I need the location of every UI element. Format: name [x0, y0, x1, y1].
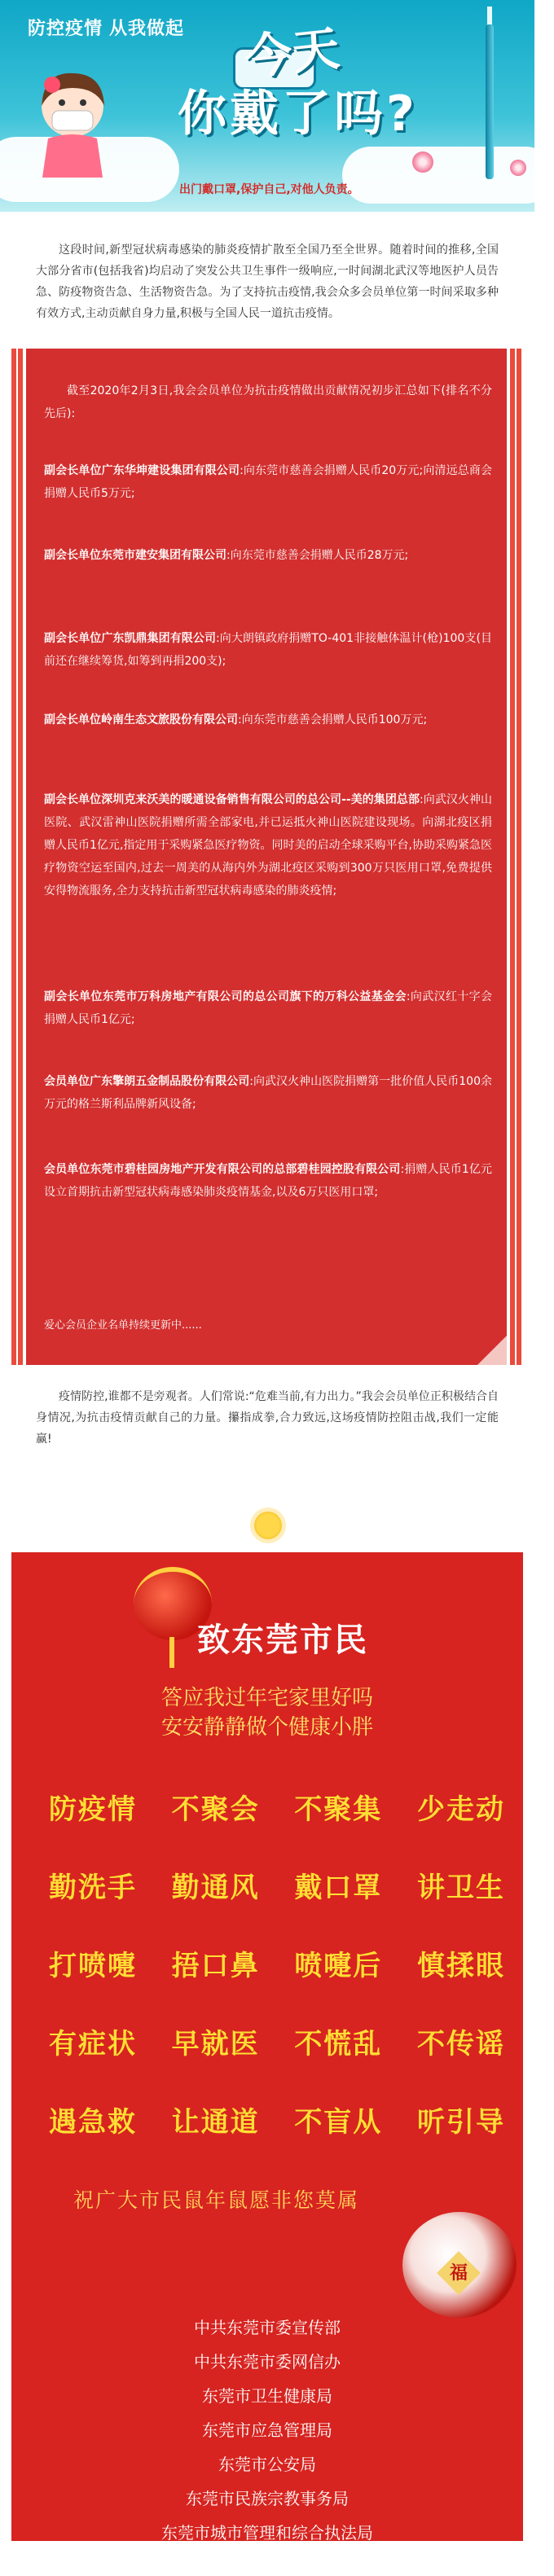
banner-subline: 出门戴口罩,保护自己,对他人负责。	[179, 183, 359, 196]
closing-paragraph: 疫情防控,谁都不是旁观者。人们常说:“危难当前,有力出力。”我会会员单位正积极结合自身情况,为抗击疫情贡献自己的力量。攥指成拳,合力致远,这场疫情防控阻击战,我们一定能赢!	[36, 1390, 499, 1446]
fu-character: 福	[450, 2263, 468, 2284]
issuer-org: 东莞市公安局	[218, 2455, 316, 2474]
issuer-org: 东莞市卫生健康局	[202, 2386, 332, 2406]
flower-icon	[510, 160, 526, 176]
panel-body	[26, 349, 507, 1365]
issuer-org: 东莞市城市管理和综合执法局	[161, 2523, 373, 2543]
donation-item	[44, 627, 492, 673]
donation-detail: :捐赠人民币1亿元设立首期抗击新型冠状病毒感染肺炎疫情基金,以及6万只医用口罩;	[44, 1163, 493, 1199]
slogan-row	[49, 2021, 505, 2061]
donation-detail: :向武汉红十字会捐赠人民币1亿元;	[44, 990, 493, 1026]
donation-item	[44, 544, 492, 567]
slogan: 少走动	[416, 1793, 505, 1826]
slogan-row	[49, 2100, 505, 2139]
banner-tag-2: 从我做起	[109, 19, 185, 39]
slogan-row	[49, 1865, 505, 1905]
slogan: 慎揉眼	[416, 1950, 505, 1982]
donation-detail: :向东莞市慈善会捐赠人民币20万元;向清远总商会捐赠人民币5万元;	[44, 464, 493, 500]
issued-jointly: 联合发布	[235, 2556, 300, 2575]
girl-with-mask-icon	[28, 64, 117, 186]
page-curl	[477, 1316, 507, 1336]
poster-subtitle-2: 安安静静做个健康小胖	[160, 1715, 373, 1740]
panel-lead: 截至2020年2月3日,我会会员单位为抗击疫情做出贡献情况初步汇总如下(排名不分先后):	[44, 384, 492, 420]
donation-detail: :向东莞市慈善会捐赠人民币28万元;	[226, 549, 409, 562]
banner-tag-1: 防控疫情	[28, 19, 103, 39]
slogan: 不盲从	[294, 2106, 383, 2139]
issuer-org: 中共东莞市委宣传部	[194, 2318, 341, 2337]
issuer-org: 东莞市应急管理局	[202, 2420, 332, 2440]
new-year-wish: 祝广大市民鼠年鼠愿非您莫属	[73, 2188, 360, 2212]
donor-name: 副会长单位深圳克来沃美的暖通设备销售有限公司的总公司--美的集团总部	[44, 793, 420, 806]
panel-edge	[510, 349, 515, 1365]
slogan-row	[49, 1787, 505, 1827]
donor-name: 副会长单位广东华坤建设集团有限公司	[44, 464, 240, 477]
slogan: 听引导	[416, 2106, 505, 2139]
poster-subtitle-1: 答应我过年宅家里好吗	[160, 1686, 373, 1710]
donation-item	[44, 709, 492, 731]
donation-item	[44, 1158, 492, 1204]
panel-edge	[18, 349, 23, 1365]
panel-footer: 爱心会员企业名单持续更新中......	[44, 1319, 202, 1332]
donor-name: 副会长单位东莞市万科房地产有限公司的总公司旗下的万科公益基金会	[44, 990, 407, 1003]
donor-name: 副会长单位广东凯鼎集团有限公司	[44, 632, 217, 645]
issuer-org: 东莞市民族宗教事务局	[186, 2489, 349, 2508]
donor-name: 副会长单位岭南生态文旅股份有限公司	[44, 713, 238, 726]
public-notice-poster	[11, 1552, 523, 2575]
cloud-decoration	[342, 147, 554, 204]
donation-detail: :向东莞市慈善会捐赠人民币100万元;	[238, 713, 428, 726]
panel-edge	[11, 349, 16, 1365]
header-banner	[0, 0, 534, 212]
slogan: 打喷嚏	[49, 1950, 137, 1982]
slogan: 勤洗手	[49, 1872, 137, 1904]
donation-detail: :向大朗镇政府捐赠TO-401非接触体温计(枪)100支(目前还在继续筹货,如筹到再捐200支);	[44, 632, 492, 668]
slogan: 让通道	[171, 2106, 260, 2139]
slogan: 捂口鼻	[171, 1950, 260, 1982]
flower-icon	[412, 151, 433, 173]
donation-item	[44, 1070, 492, 1116]
banner-slogan	[28, 15, 184, 40]
banner-headline-1: 今天	[242, 20, 342, 86]
slogan: 早就医	[171, 2028, 260, 2060]
slogan: 有症状	[49, 2028, 137, 2060]
banner-headline-2: 你戴了吗?	[178, 86, 418, 143]
slogan: 不慌乱	[294, 2028, 383, 2060]
poster-title: 致东莞市民	[197, 1622, 368, 1659]
slogan: 不聚集	[294, 1793, 383, 1826]
slogan: 勤通风	[171, 1872, 260, 1904]
donation-item	[44, 459, 492, 505]
issuer-org: 中共东莞市委网信办	[194, 2352, 341, 2372]
slogan: 遇急救	[49, 2106, 137, 2139]
panel-edge	[517, 349, 521, 1365]
page-curl	[477, 1336, 507, 1365]
donation-detail: :向武汉火神山医院捐赠第一批价值人民币100余万元的格兰斯利品牌新风设备;	[44, 1075, 492, 1111]
donation-item	[44, 985, 492, 1031]
intro-paragraph: 这段时间,新型冠状病毒感染的肺炎疫情扩散至全国乃至全世界。随着时间的推移,全国大部分省市(包括我省)均启动了突发公共卫生事件一级响应,一时间湖北武汉等地医护人员告急、防疫物资告急、生活物资告急。为了支持抗击疫情,我会众多会员单位第一时间采取多种有效方式,主动贡献自身力量,积极与全国人民一道抗击疫情。	[36, 244, 499, 320]
sun-icon	[254, 1512, 282, 1539]
slogan: 喷嚏后	[294, 1950, 383, 1982]
donor-name: 副会长单位东莞市建安集团有限公司	[44, 549, 226, 562]
slogan-row	[49, 1943, 505, 1983]
slogan: 不聚会	[171, 1793, 260, 1826]
slogan: 不传谣	[416, 2028, 505, 2060]
donation-item	[44, 788, 492, 902]
canton-tower-icon	[486, 24, 494, 179]
lantern-tassel	[169, 1637, 174, 1668]
slogan: 讲卫生	[416, 1872, 505, 1904]
donation-list-panel	[11, 349, 521, 1365]
donor-name: 会员单位广东擎朗五金制品股份有限公司	[44, 1075, 250, 1088]
slogan: 戴口罩	[294, 1872, 383, 1904]
slogan: 防疫情	[49, 1793, 137, 1826]
donor-name: 会员单位东莞市碧桂园房地产开发有限公司的总部碧桂园控股有限公司	[44, 1163, 401, 1176]
donation-detail: :向武汉火神山医院、武汉雷神山医院捐赠所需全部家电,并已运抵火神山医院建设现场。向湖北疫区捐赠人民币1亿元,指定用于采购紧急医疗物资。同时美的启动全球采购平台,协助采购紧急医疗物资空运至国内,过去一周美的从海内外为湖北疫区采购到300万只医用口罩,免费提供安得物流服务,全力支持抗击新型冠状病毒感染的肺炎疫情;	[44, 793, 493, 897]
